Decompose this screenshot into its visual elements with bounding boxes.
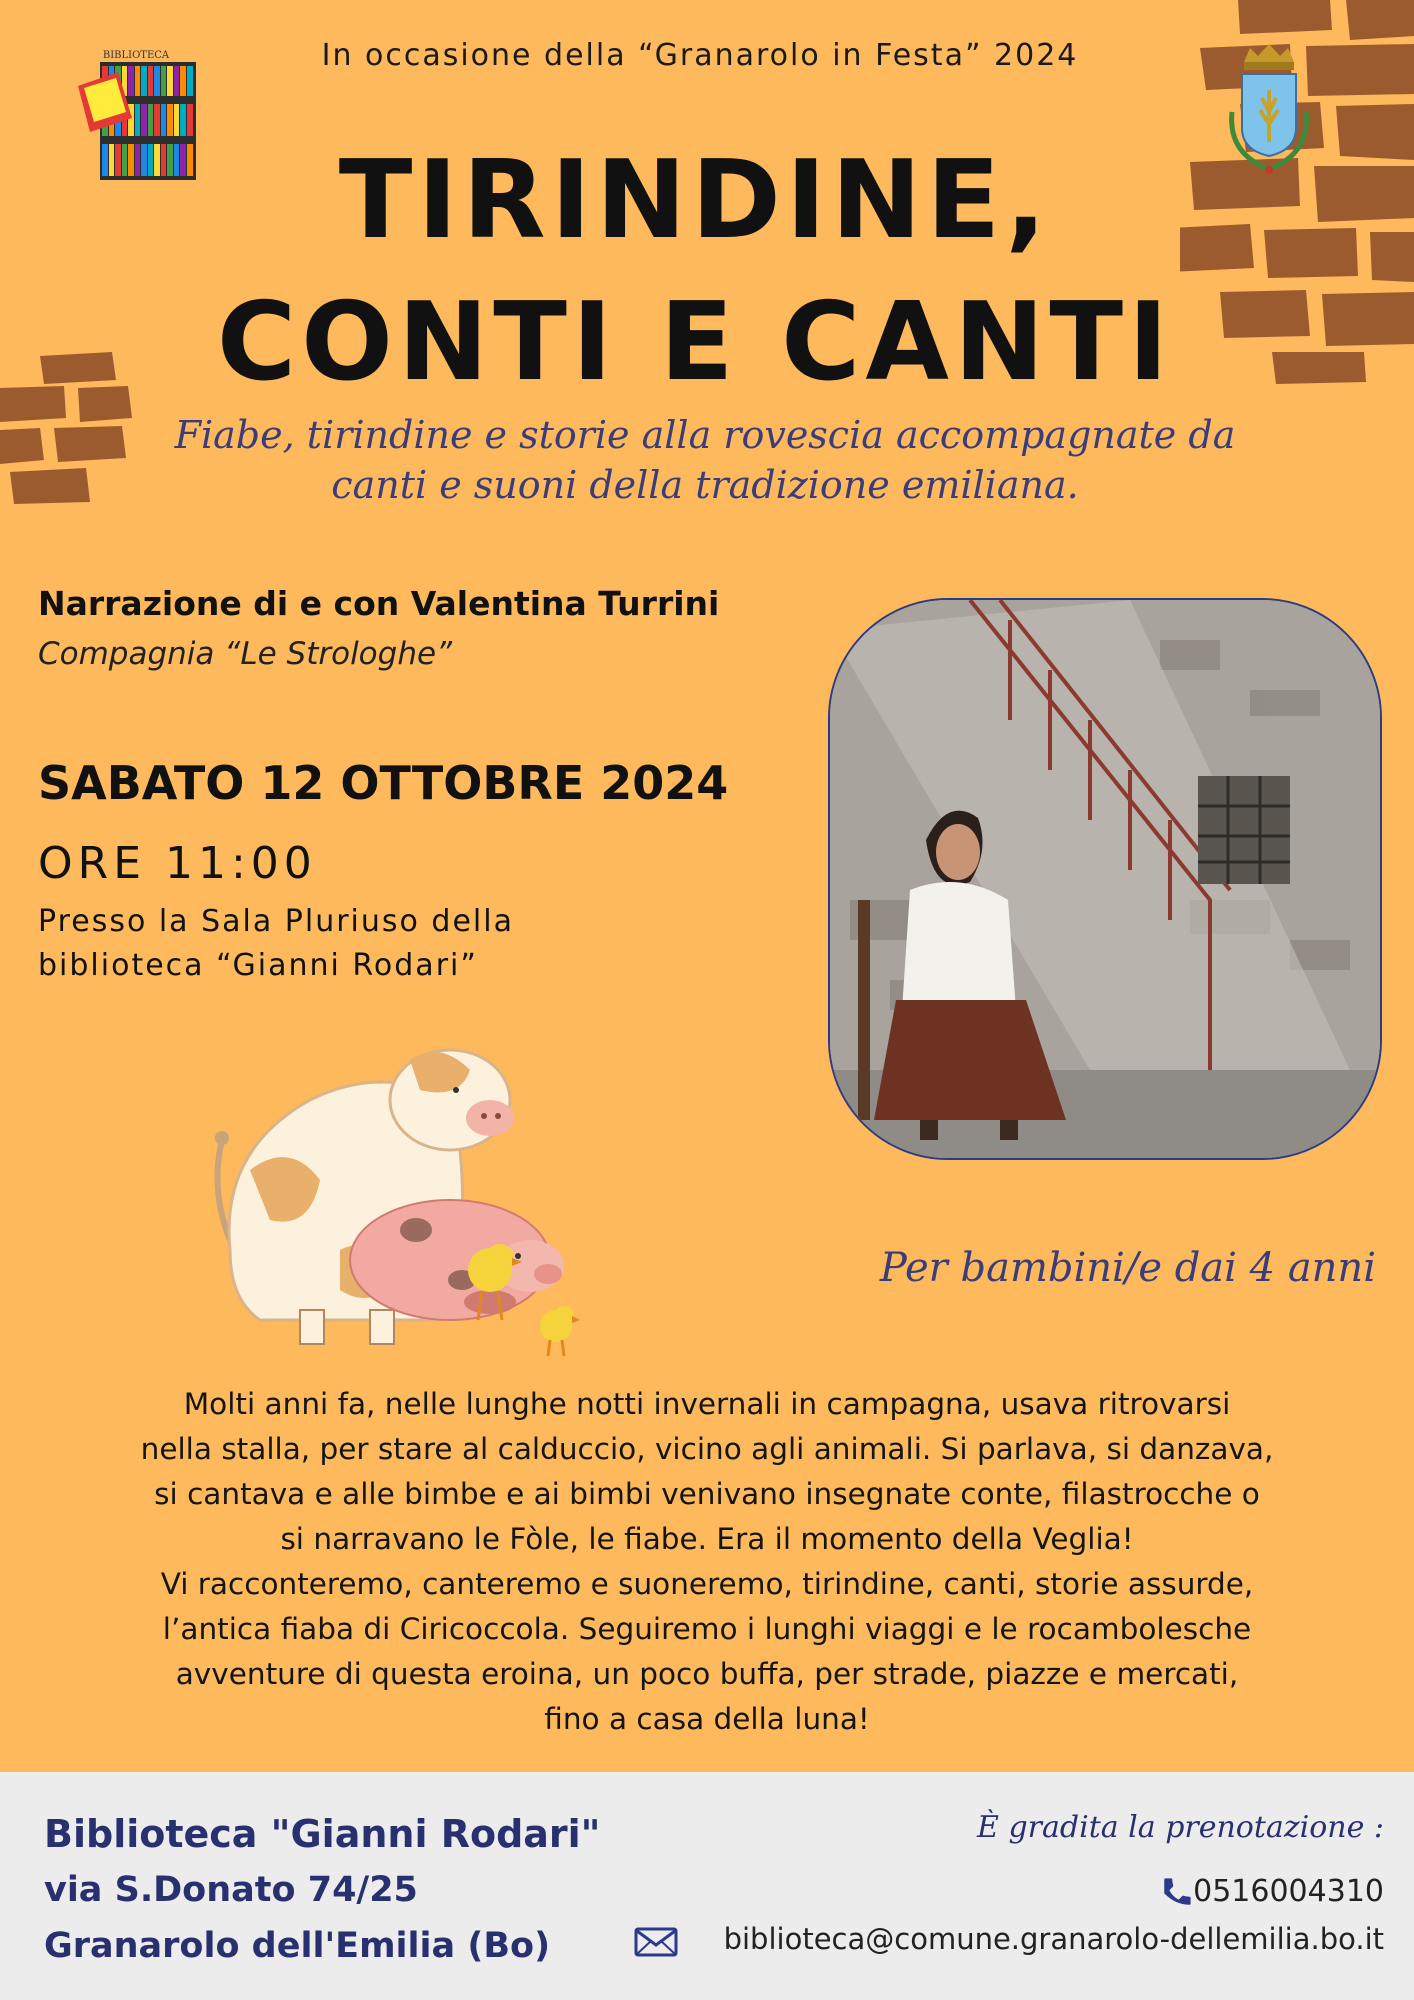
subtitle-line-1: Fiabe, tirindine e storie alla rovescia accompagnate da xyxy=(174,413,1236,457)
description-line: Molti anni fa, nelle lunghe notti invernali in campagna, usava ritrovarsi xyxy=(183,1387,1231,1421)
svg-text:BIBLIOTECA: BIBLIOTECA xyxy=(102,50,170,61)
event-subtitle xyxy=(150,410,1260,510)
subtitle-line-2: canti e suoni della tradizione emiliana. xyxy=(331,463,1079,507)
title-line-2: CONTI E CANTI xyxy=(216,280,1174,405)
email-address[interactable]: biblioteca@comune.granarolo-dellemilia.bo.it xyxy=(723,1922,1384,1956)
library-city: Granarolo dell'Emilia (Bo) xyxy=(44,1926,551,1966)
description-line: si cantava e alle bimbe e ai bimbi venivano insegnate conte, filastrocche o xyxy=(154,1477,1260,1511)
phone-number[interactable]: 0516004310 xyxy=(1193,1874,1384,1909)
description-line: avventure di questa eroina, un poco buffa, per strade, piazze e mercati, xyxy=(175,1657,1239,1691)
description-line: l’antica fiaba di Ciricoccola. Seguiremo i lunghi viaggi e le rocambolesche xyxy=(162,1612,1252,1646)
library-name: Biblioteca "Gianni Rodari" xyxy=(44,1812,601,1856)
narration-credit: Narrazione di e con Valentina Turrini xyxy=(38,584,720,623)
event-title xyxy=(140,130,1250,414)
performer-photo xyxy=(828,598,1382,1160)
brick-wall-left xyxy=(0,352,140,512)
event-date: SABATO 12 OTTOBRE 2024 xyxy=(38,756,729,810)
description-line: fino a casa della luna! xyxy=(544,1702,870,1736)
library-address: via S.Donato 74/25 xyxy=(44,1870,418,1910)
farm-animals-illustration xyxy=(200,1030,700,1360)
description-line: Vi racconteremo, canteremo e suoneremo, tirindine, canti, storie assurde, xyxy=(160,1567,1254,1601)
description-line: si narravano le Fòle, le fiabe. Era il momento della Veglia! xyxy=(280,1522,1134,1556)
venue-line-2: biblioteca “Gianni Rodari” xyxy=(38,948,478,983)
description-line: nella stalla, per stare al calduccio, vicino agli animali. Si parlava, si danzava, xyxy=(140,1432,1274,1466)
title-line-1: TIRINDINE, xyxy=(338,138,1052,263)
company-name: Compagnia “Le Strologhe” xyxy=(38,636,453,672)
age-target: Per bambini/e dai 4 anni xyxy=(879,1245,1376,1291)
occasion-text: In occasione della “Granarolo in Festa” 2024 xyxy=(321,38,1079,73)
event-venue xyxy=(38,900,618,988)
mail-icon xyxy=(634,1926,678,1958)
venue-line-1: Presso la Sala Pluriuso della xyxy=(38,904,514,939)
event-description xyxy=(70,1382,1344,1742)
event-time: ORE 11:00 xyxy=(38,838,317,889)
booking-note: È gradita la prenotazione : xyxy=(977,1810,1384,1845)
